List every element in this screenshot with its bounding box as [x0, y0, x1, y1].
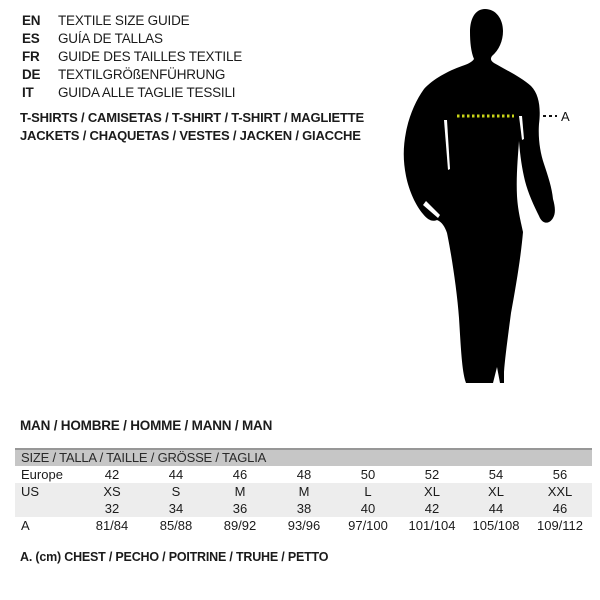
table-cell: M — [234, 484, 246, 499]
table-cell: XL — [424, 484, 440, 499]
table-cell: 101/104 — [408, 518, 456, 533]
table-cell: 50 — [360, 467, 376, 482]
language-row — [22, 84, 242, 102]
row-label: US — [21, 484, 40, 499]
language-title: GUIDE DES TAILLES TEXTILE — [58, 49, 243, 64]
row-label — [15, 500, 80, 517]
table-row-a-chest — [15, 517, 592, 534]
table-cell: 52 — [424, 467, 440, 482]
table-cell: 89/92 — [223, 518, 257, 533]
table-cell: XXL — [547, 484, 573, 499]
table-cell: 38 — [296, 501, 312, 516]
row-label: Europe — [21, 467, 63, 482]
size-table — [15, 448, 592, 534]
table-cell: 32 — [104, 501, 120, 516]
right-armpit-gap — [519, 116, 524, 140]
category-line-tshirts: T-SHIRTS / CAMISETAS / T-SHIRT / T-SHIRT / MAGLIETTE — [20, 110, 364, 125]
language-code: FR — [22, 49, 40, 64]
language-title: GUÍA DE TALLAS — [58, 31, 163, 46]
language-title: GUIDA ALLE TAGLIE TESSILI — [58, 85, 236, 100]
language-title: TEXTILE SIZE GUIDE — [58, 13, 190, 28]
table-cell: 44 — [488, 501, 504, 516]
row-label: A — [21, 518, 30, 533]
table-cell: 36 — [232, 501, 248, 516]
left-armpit-gap — [444, 120, 450, 170]
language-code: IT — [22, 85, 34, 100]
table-cell: 105/108 — [472, 518, 520, 533]
language-row — [22, 66, 242, 84]
language-code: ES — [22, 31, 40, 46]
table-cell: 81/84 — [95, 518, 129, 533]
table-cell: M — [298, 484, 310, 499]
table-row-europe — [15, 466, 592, 483]
table-cell: 109/112 — [536, 518, 584, 533]
table-cell: 56 — [552, 467, 568, 482]
language-list — [22, 12, 242, 102]
category-lines — [20, 109, 364, 145]
language-row — [22, 30, 242, 48]
measurement-legend: A. (cm) CHEST / PECHO / POITRINE / TRUHE / PETTO — [20, 550, 329, 564]
table-cell: 97/100 — [348, 518, 388, 533]
table-cell: 46 — [232, 467, 248, 482]
table-cell: XL — [488, 484, 504, 499]
table-cell: L — [364, 484, 372, 499]
table-cell: 42 — [424, 501, 440, 516]
table-cell: 44 — [168, 467, 184, 482]
language-title: TEXTILGRÖßENFÜHRUNG — [58, 67, 226, 82]
table-row-us-numeric — [15, 500, 592, 517]
table-cell: S — [171, 484, 181, 499]
table-cell: 54 — [488, 467, 504, 482]
table-cell: 85/88 — [159, 518, 193, 533]
language-code: DE — [22, 67, 41, 82]
table-cell: 42 — [104, 467, 120, 482]
language-row — [22, 12, 242, 30]
size-table-header: SIZE / TALLA / TAILLE / GRÖSSE / TAGLIA — [15, 448, 592, 466]
category-line-jackets: JACKETS / CHAQUETAS / VESTES / JACKEN / GIACCHE — [20, 128, 361, 143]
table-cell: 40 — [360, 501, 376, 516]
section-title-man: MAN / HOMBRE / HOMME / MANN / MAN — [20, 418, 273, 433]
table-cell: 46 — [552, 501, 568, 516]
language-row — [22, 48, 242, 66]
table-cell: XS — [103, 484, 121, 499]
table-cell: 48 — [296, 467, 312, 482]
table-cell: 34 — [168, 501, 184, 516]
man-silhouette — [404, 9, 555, 383]
table-cell: 93/96 — [287, 518, 321, 533]
hand-hip-gap — [423, 201, 440, 218]
language-code: EN — [22, 13, 41, 28]
measurement-label-a: A — [561, 109, 570, 124]
table-row-us — [15, 483, 592, 500]
